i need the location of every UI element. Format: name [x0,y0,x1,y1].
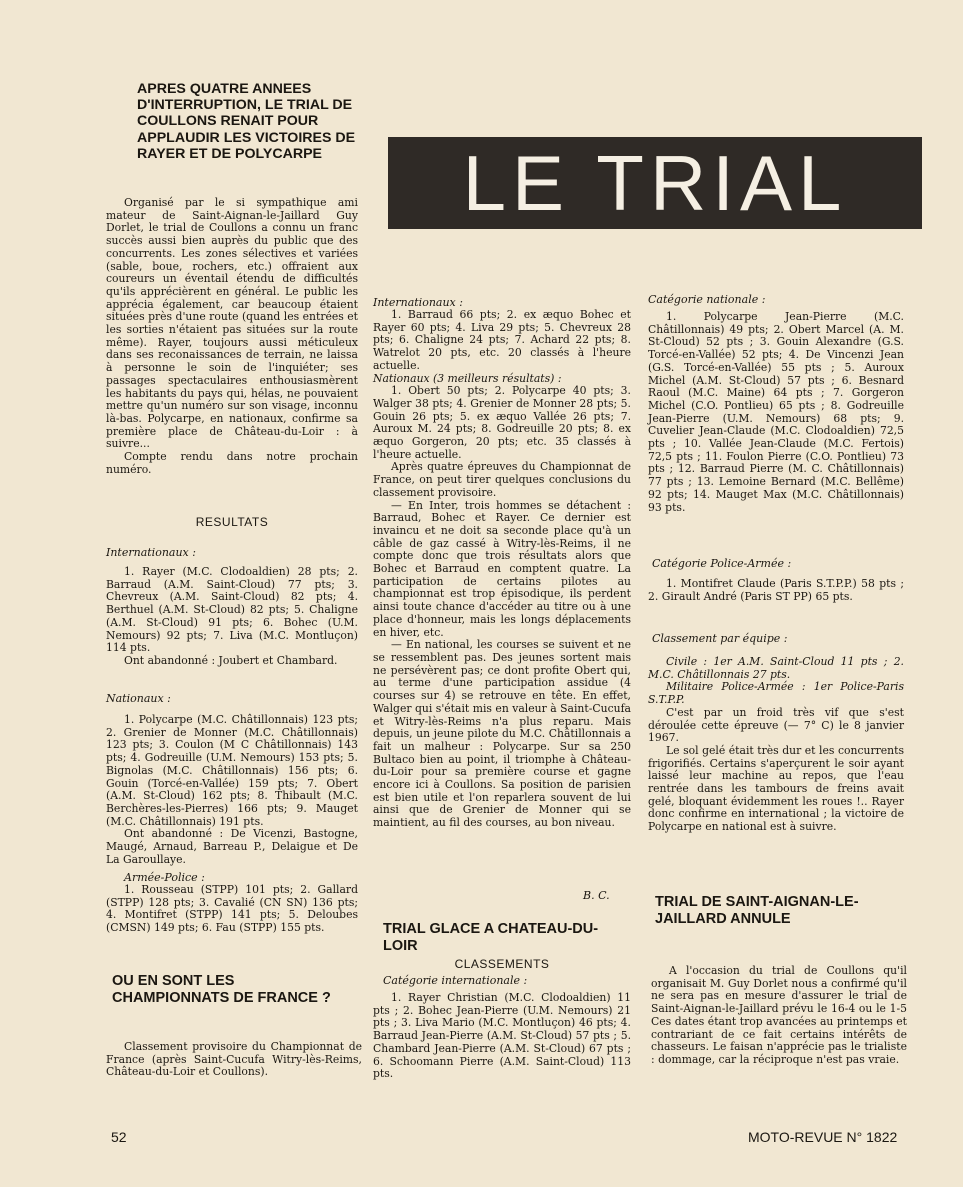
col2-body [373,309,631,830]
analysis-paragraph: — En national, les courses se suivent et ne se ressemblent pas. Des jeunes sortent mais ne persévèrent pas; ce dont profite Obert qui, au terme d'une participation assidue (4 courses sur 4) se retrouve en tête. En effet, Walger qui s'était mis en valeur à Saint-Cucufa et Witry-lès-Reims n'a plus reparu. Mais depuis, un jeune pilote du M.C. Châtillonnais a fait un malheur : Polycarpe. Sur sa 250 Bultaco bien au point, il triomphe à Château-du-Loir pour sa première course et gagne encore ici à Coullons. Sa position de parisien est bien utile et l'on reparlera souvent de lui ainsi que de Grenier de Monner qui se maintient, au fil des courses, au bon niveau. [373,638,631,830]
results-paragraph: 1. Polycarpe Jean-Pierre (M.C. Châtillonnais) 49 pts; 2. Obert Marcel (A. M. St-Cloud) 52 pts ; 3. Gouin Alexandre (G.S. Torcé-en-Vallée) 52 pts; 4. De Vincenzi Jean (G.S. Torcé-en-Vallée) 55 pts ; 5. Auroux Michel (A.M. St-Cloud) 57 pts ; 6. Besnard Raoul (M.C. Maine) 64 pts ; 7. Gorgeron Michel (C.O. Pontlieu) 65 pts ; 8. Godreuille Jean-Pierre (U.M. Nemours) 68 pts; 9. Cuvelier Jean-Claude (M.C. Clodoaldien) 72,5 pts ; 10. Vallée Jean-Claude (M.C. Fertois) 72,5 pts ; 11. Foulon Pierre (C.O. Pontlieu) 73 pts ; 12. Barraud Pierre (M. C. Châtillonnais) 77 pts ; 13. Lemoine Bernard (M.C. Bellême) 92 pts; 14. Mauget Max (M.C. Châtillonnais) 93 pts. [648,310,904,514]
results-paragraph: 1. Rousseau (STPP) 101 pts; 2. Gallard (STPP) 128 pts; 3. Cavalié (CN SN) 136 pts; 4. Montifret (STPP) 141 pts; 5. Deloubes (CMSN) 149 pts; 6. Fau (STPP) 155 pts. [106,883,358,935]
intro-paragraph: Compte rendu dans notre prochain numéro. [106,450,358,476]
analysis-paragraph: Après quatre épreuves du Championnat de France, on peut tirer quelques conclusions du classement provisoire. [373,460,631,499]
results-paragraph: 1. Rayer (M.C. Clodoaldien) 28 pts; 2. Barraud (A.M. Saint-Cloud) 77 pts; 3. Chevreux (A.M. Saint-Cloud) 82 pts; 4. Berthuel (A.M. St-Cloud) 82 pts; 5. Chaligne (A.M. St-Cloud) 91 pts; 6. Bohec (U.M. Nemours) 92 pts; 7. Liva (M.C. Montluçon) 114 pts. [106,565,358,655]
intro-text [106,197,358,476]
results-paragraph: 1. Polycarpe (M.C. Châtillonnais) 123 pts; 2. Grenier de Monner (M.C. Châtillonnais) 123 pts; 3. Coulon (M C Châtillonnais) 143 pts; 4. Godreuille (U.M. Nemours) 153 pts; 5. Bignolas (M.C. Châtillonnais) 156 pts; 6. Gouin (Torcé-en-Vallée) 159 pts; 7. Obert (A.M. St-Cloud) 162 pts; 8. Thibault (M.C. Berchères-les-Pierres) 166 pts; 9. Mauget (M.C. Châtillonnais) 191 pts. [106,713,358,828]
glace-cat-label: Catégorie internationale : [383,974,528,987]
intro-paragraph: Organisé par le si sympathique ami mateur de Saint-Aignan-le-Jaillard Guy Dorlet, le trial de Coullons a connu un franc succès aussi bien auprès du public que des concurrents. Les zones sélectives et variées (sable, boue, rochers, etc.) offraient aux coureurs un éventail étendu de difficultés qu'ils apprécièrent en général. Le public les apprécia également, car beaucoup étaient situées près d'une route (quand les entrées et les sorties n'étaient pas situées sur la route même). Rayer, toujours aussi méticuleux dans ses reconaissances de terrain, ne laissa à personne le soin de l'inquiéter; ses passages spectaculaires enthousiasmèrent les habitants du pays qui, hélas, ne pouvaient mettre qu'un numéro sur son visage, inconnu là-bas. Polycarpe, en nationaux, confirme sa première place de Château-du-Loir : à suivre... [106,196,358,451]
equipe-civile: Civile : 1er A.M. Saint-Cloud 11 pts ; 2. M.C. Châtillonnais 27 pts. [648,655,904,681]
article-headline: APRES QUATRE ANNEES D'INTERRUPTION, LE TRIAL DE COULLONS RENAIT POUR APPLAUDIR LES VICTOIRES DE RAYER ET DE POLYCARPE [137,81,356,162]
magazine-issue: MOTO-REVUE N° 1822 [748,1129,898,1145]
results-paragraph: 1. Rayer Christian (M.C. Clodoaldien) 11 pts ; 2. Bohec Jean-Pierre (U.M. Nemours) 21 pts ; 3. Liva Mario (M.C. Montluçon) 46 pts; 4. Barraud Jean-Pierre (A.M. St-Cloud) 57 pts ; 5. Chambard Jean-Pierre (A.M. St-Cloud) 67 pts ; 6. Schoomann Pierre (A.M. Saint-Cloud) 113 pts. [373,991,631,1081]
classements-heading: CLASSEMENTS [454,957,550,971]
analysis-paragraph: — En Inter, trois hommes se détachent : Barraud, Bohec et Rayer. Ce dernier est invaincu et ne doit sa seconde place qu'à un câble de gaz cassé à Witry-lès-Reims, il ne compte donc que trois résultats alors que Bohec et Barraud en comptent quatre. La participation de certains pilotes au championnat est trop épisodique, ils perdent ainsi toute chance d'accéder au titre ou à une place d'honneur, mais les longs déplacements en hiver, etc. [373,498,631,639]
glace-results [373,992,631,1081]
col3-equipe-label: Classement par équipe : [652,632,788,645]
report-paragraph: Le sol gelé était très dur et les concurrents frigorifiés. Certains s'aperçurent le soir ayant laissé leur machine au repos, que l'eau rentrée dans les tambours de freins avait gelé, bloquant évidemment les roues !.. Rayer donc confirme en international ; la victoire de Polycarpe en national est à suivre. [648,743,904,834]
banner-title: LE TRIAL [462,138,848,227]
championnats-paragraph: Classement provisoire du Championnat de France (après Saint-Cucufa Witry-lès-Reims, Château-du-Loir et Coullons). [106,1040,362,1079]
col1-armee-results [106,884,358,935]
col1-nat-label: Nationaux : [106,692,171,705]
annule-paragraph: A l'occasion du trial de Coullons qu'il organisait M. Guy Dorlet nous a confirmé qu'il ne sera pas en mesure d'assurer le trial de Saint-Aignan-le-Jaillard prévu le 16-4 ou le 1-5 Ces dates étant trop avancées au printemps et contrariant de ce fait certains intérêts de chasseurs. Le faisan n'apprécie pas le trialiste : dommage, car la réciproque n'est pas vraie. [651,964,907,1066]
abandon-paragraph: Ont abandonné : De Vicenzi, Bastogne, Maugé, Arnaud, Barreau P., Delaigue et De La Garoullaye. [106,827,358,866]
col3-nat-label: Catégorie nationale : [648,293,766,306]
col3-equipe-results [648,656,904,834]
provisional-inter: 1. Barraud 66 pts; 2. ex æquo Bohec et Rayer 60 pts; 4. Liva 29 pts; 5. Chevreux 28 pts; 6. Chaligne 24 pts; 7. Achard 22 pts; 8. Watrelot 20 pts, etc. 20 classés à l'heure actuelle. [373,308,631,372]
provisional-nat: 1. Obert 50 pts; 2. Polycarpe 40 pts; 3. Walger 38 pts; 4. Grenier de Monner 28 pts; 5. Gouin 26 pts; 5. ex æquo Vallée 26 pts; 7. Auroux M. 24 pts; 8. Godreuille 20 pts; 8. ex æquo Gorgeron, 20 pts; etc. 35 classés à l'heure actuelle. [373,384,631,461]
abandon-paragraph: Ont abandonné : Joubert et Chambard. [124,653,338,667]
col2-nat-label: Nationaux (3 meilleurs résultats) : [373,371,562,385]
championnats-title: OU EN SONT LES CHAMPIONNATS DE FRANCE ? [112,973,331,1006]
col1-nat-results [106,714,358,866]
col3-police-label: Catégorie Police-Armée : [652,557,792,570]
le-trial-banner [388,137,922,229]
col1-inter-results [106,566,358,668]
col1-inter-label: Internationaux : [106,546,196,559]
page-number: 52 [111,1129,127,1145]
results-paragraph: 1. Montifret Claude (Paris S.T.P.P.) 58 pts ; 2. Girault André (Paris ST PP) 65 pts. [648,577,904,603]
col1-armee-label: Armée-Police : [124,871,205,884]
author-signature: B. C. [583,889,610,902]
championnats-text [106,1041,362,1079]
resultats-heading: RESULTATS [195,515,269,529]
equipe-militaire: Militaire Police-Armée : 1er Police-Paris S.T.P.P. [648,680,904,707]
annule-title: TRIAL DE SAINT-AIGNAN-LE-JAILLARD ANNULE [655,894,859,927]
col2-inter-label: Internationaux : [373,296,463,309]
annule-text [651,965,907,1067]
col3-nat-results [648,311,904,514]
glace-title: TRIAL GLACE A CHATEAU-DU-LOIR [383,921,599,954]
col3-police-results [648,578,904,603]
report-paragraph: C'est par un froid très vif que s'est déroulée cette épreuve (— 7° C) le 8 janvier 1967. [648,705,904,745]
